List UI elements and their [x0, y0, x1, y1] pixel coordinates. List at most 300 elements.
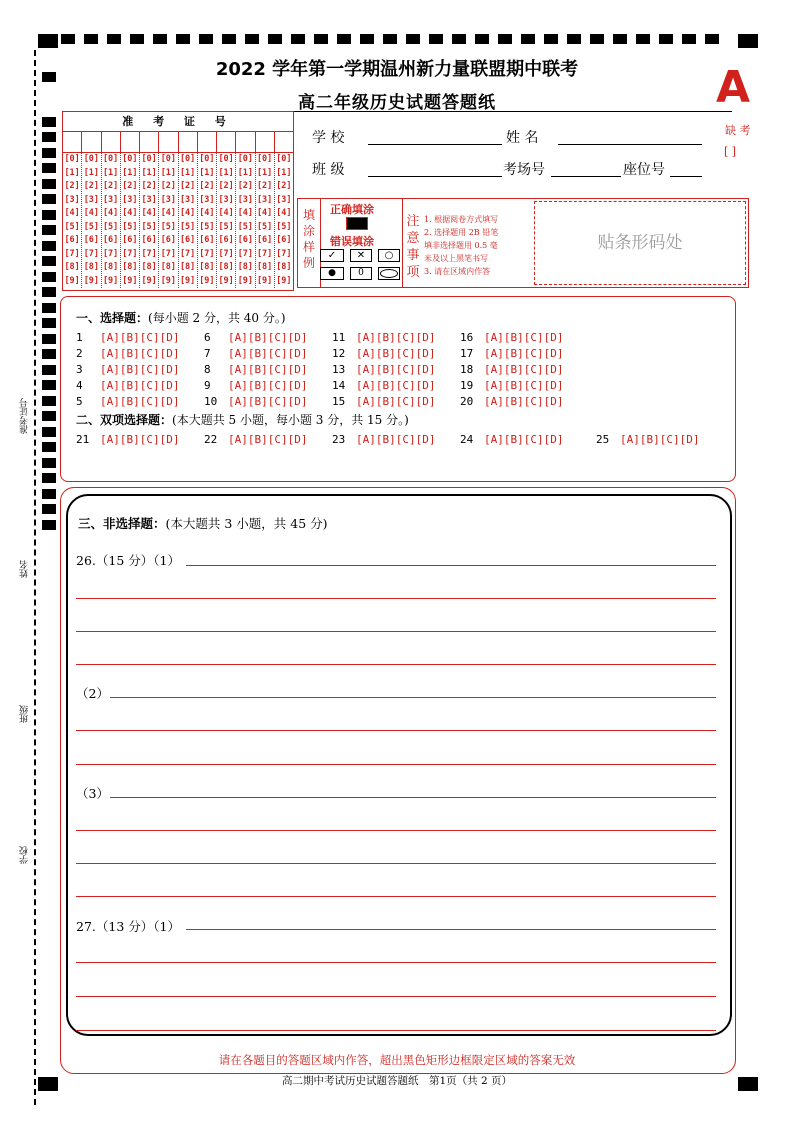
exam-id-bubble[interactable]: [6] [218, 235, 234, 245]
exam-id-bubble[interactable]: [7] [276, 248, 292, 259]
exam-id-bubble[interactable]: [3] [179, 194, 196, 205]
exam-id-bubble[interactable]: [9] [179, 275, 196, 286]
exam-id-bubble[interactable]: [0] [256, 154, 273, 164]
answer-line[interactable] [186, 565, 716, 566]
notes-label: 注意事项 [406, 214, 420, 280]
exam-id-bubble[interactable]: [6] [64, 235, 80, 245]
timing-mark [42, 256, 56, 266]
timing-mark [42, 442, 56, 452]
exam-id-bubble[interactable]: [2] [141, 181, 157, 191]
timing-mark [42, 396, 56, 406]
timing-mark [452, 34, 466, 44]
timing-mark [314, 34, 328, 44]
exam-id-column [102, 153, 121, 288]
exam-id-bubble[interactable]: [9] [199, 275, 215, 286]
note-line: 填非选择题用 0.5 毫 [424, 241, 498, 250]
timing-mark [42, 489, 56, 499]
exam-id-bubble[interactable]: [7] [199, 248, 215, 259]
oval-vertical-icon: 0 [350, 267, 372, 280]
exam-id-bubble[interactable]: [4] [122, 208, 138, 218]
timing-mark [42, 225, 56, 235]
timing-mark [130, 34, 144, 44]
exam-id-bubble[interactable]: [1] [237, 167, 254, 178]
exam-id-bubble[interactable]: [2] [102, 181, 119, 191]
exam-id-write-box[interactable] [159, 132, 178, 152]
answer-line[interactable] [110, 797, 716, 798]
timing-mark [42, 287, 56, 297]
absent-checkbox[interactable]: [ ] [724, 145, 737, 158]
exam-id-column [256, 153, 275, 288]
timing-mark [42, 520, 56, 530]
exam-id-bubbles[interactable] [63, 153, 293, 288]
exam-id-bubble[interactable]: [9] [276, 275, 292, 286]
timing-mark [42, 117, 56, 127]
exam-id-bubble[interactable]: [6] [199, 235, 215, 245]
mc-option-bubbles[interactable]: [A][B][C][D] [100, 395, 180, 408]
exam-id-write-box[interactable] [63, 132, 82, 152]
exam-title: 2022 学年第一学期温州新力量联盟期中联考 [215, 59, 579, 80]
mc2-option-bubbles[interactable]: [A][B][C][D] [228, 433, 308, 446]
exam-id-bubble[interactable]: [6] [179, 235, 196, 245]
mc2-question-number: 24 [460, 433, 474, 446]
exam-id-bubble[interactable]: [8] [122, 262, 138, 272]
exam-id-bubble[interactable]: [0] [160, 154, 177, 164]
mc-question-number: 20 [460, 395, 474, 408]
exam-id-bubble[interactable]: [9] [83, 275, 100, 286]
seat-field[interactable] [670, 176, 702, 177]
exam-id-bubble[interactable]: [9] [64, 275, 80, 286]
mc-option-bubbles[interactable]: [A][B][C][D] [484, 363, 564, 376]
exam-id-bubble[interactable]: [7] [256, 248, 273, 259]
mc-option-bubbles[interactable]: [A][B][C][D] [228, 363, 308, 376]
timing-mark [42, 318, 56, 328]
exam-id-bubble[interactable]: [9] [141, 275, 157, 286]
note-line: 2. 选择题用 2B 铅笔 [424, 228, 499, 237]
timing-mark [42, 411, 56, 421]
exam-id-bubble[interactable]: [9] [122, 275, 138, 286]
mc-option-bubbles[interactable]: [A][B][C][D] [356, 363, 436, 376]
mc-question-number: 1 [76, 331, 83, 344]
mc-question-number: 2 [76, 347, 83, 360]
mc-option-bubbles[interactable]: [A][B][C][D] [484, 395, 564, 408]
cross-mark-icon: ✕ [350, 249, 372, 262]
exam-id-bubble[interactable]: [3] [64, 194, 80, 205]
exam-id-column [82, 153, 101, 288]
exam-id-bubble[interactable]: [1] [122, 167, 138, 178]
timing-mark [153, 34, 167, 44]
exam-id-bubble[interactable]: [2] [122, 181, 138, 191]
exam-id-column [236, 153, 255, 288]
exam-id-bubble[interactable]: [0] [199, 154, 215, 164]
exam-id-bubble[interactable]: [5] [179, 221, 196, 232]
exam-id-bubble[interactable]: [2] [256, 181, 273, 191]
exam-id-bubble[interactable]: [3] [237, 194, 254, 205]
exam-id-bubble[interactable]: [6] [276, 235, 292, 245]
exam-id-bubble[interactable]: [5] [122, 221, 138, 232]
exam-id-header: 准 考 证 号 [63, 112, 293, 132]
mc-option-bubbles[interactable]: [A][B][C][D] [228, 347, 308, 360]
exam-id-write-boxes[interactable] [63, 132, 293, 153]
exam-id-column [159, 153, 178, 288]
exam-id-bubble[interactable]: [4] [141, 208, 157, 218]
mc2-section-heading: 二、双项选择题： [76, 413, 173, 427]
side-label-exam-id: 准考证号 [20, 398, 30, 434]
timing-mark [42, 132, 56, 142]
mc-question-number: 12 [332, 347, 346, 360]
exam-id-column [275, 153, 293, 288]
timing-mark [42, 473, 56, 483]
exam-id-bubble[interactable]: [4] [64, 208, 80, 218]
dot-mark-icon: ● [320, 267, 344, 280]
exam-id-column [140, 153, 159, 288]
exam-id-bubble[interactable]: [2] [218, 181, 234, 191]
exam-id-bubble[interactable]: [7] [141, 248, 157, 259]
name-field[interactable] [558, 144, 702, 145]
exam-id-bubble[interactable]: [3] [122, 194, 138, 205]
school-field[interactable] [368, 144, 502, 145]
mc2-option-bubbles[interactable]: [A][B][C][D] [484, 433, 564, 446]
mc2-question-number: 22 [204, 433, 218, 446]
exam-id-bubble[interactable]: [8] [83, 262, 100, 272]
exam-id-bubble[interactable]: [1] [64, 167, 80, 178]
exam-id-bubble[interactable]: [9] [218, 275, 234, 286]
exam-id-bubble[interactable]: [0] [276, 154, 292, 164]
timing-mark [567, 34, 581, 44]
exam-id-column [179, 153, 198, 288]
exam-id-write-box[interactable] [256, 132, 275, 152]
exam-id-bubble[interactable]: [8] [179, 262, 196, 272]
exam-id-bubble[interactable]: [5] [256, 221, 273, 232]
exam-id-bubble[interactable]: [2] [83, 181, 100, 191]
exam-id-bubble[interactable]: [6] [122, 235, 138, 245]
timing-mark [659, 34, 673, 44]
check-mark-icon: ✓ [320, 249, 344, 262]
answer-line[interactable] [76, 764, 716, 765]
timing-mark [705, 34, 719, 44]
mc-option-bubbles[interactable]: [A][B][C][D] [100, 379, 180, 392]
exam-id-bubble[interactable]: [3] [218, 194, 234, 205]
exam-id-bubble[interactable]: [8] [102, 262, 119, 272]
exam-id-bubble[interactable]: [7] [102, 248, 119, 259]
exam-id-bubble[interactable]: [5] [237, 221, 254, 232]
mc2-section-note: (本大题共 5 小题，每小题 3 分，共 15 分。) [172, 413, 409, 427]
q26-part3-label: （3） [76, 786, 109, 801]
top-timing-marks [38, 34, 756, 46]
essay-answer-frame [66, 494, 732, 1036]
exam-id-bubble[interactable]: [2] [276, 181, 292, 191]
correct-fill-label: 正确填涂 [330, 203, 374, 216]
mc-option-bubbles[interactable]: [A][B][C][D] [228, 395, 308, 408]
timing-mark [42, 272, 56, 282]
mc2-section-title [76, 411, 409, 428]
room-field[interactable] [551, 176, 621, 177]
exam-id-bubble[interactable]: [6] [141, 235, 157, 245]
exam-id-bubble[interactable]: [3] [256, 194, 273, 205]
answer-line[interactable] [76, 664, 716, 665]
essay-section-note: (本大题共 3 小题，共 45 分) [165, 516, 328, 531]
answer-line[interactable] [76, 896, 716, 897]
exam-id-bubble[interactable]: [7] [237, 248, 254, 259]
mc-question-number: 18 [460, 363, 474, 376]
exam-id-bubble[interactable]: [1] [102, 167, 119, 178]
mc2-question-number: 25 [596, 433, 610, 446]
timing-mark [429, 34, 443, 44]
exam-id-write-box[interactable] [82, 132, 101, 152]
binding-dash-line [34, 50, 36, 1105]
exam-id-bubble[interactable]: [0] [141, 154, 157, 164]
essay-section-heading: 三、非选择题： [78, 516, 166, 531]
exam-id-write-box[interactable] [121, 132, 140, 152]
mc2-option-bubbles[interactable]: [A][B][C][D] [100, 433, 180, 446]
answer-line[interactable] [76, 631, 716, 632]
exam-id-bubble[interactable]: [8] [199, 262, 215, 272]
mc-option-bubbles[interactable]: [A][B][C][D] [356, 395, 436, 408]
exam-id-bubble[interactable]: [7] [179, 248, 196, 259]
exam-id-bubble[interactable]: [1] [218, 167, 234, 178]
mc-option-bubbles[interactable]: [A][B][C][D] [100, 363, 180, 376]
exam-id-bubble[interactable]: [7] [64, 248, 80, 259]
class-field[interactable] [368, 176, 502, 177]
exam-id-bubble[interactable]: [4] [179, 208, 196, 218]
footer-page-info: 高二期中考试历史试题答题纸 第1页（共 2 页） [281, 1075, 513, 1087]
exam-id-bubble[interactable]: [3] [83, 194, 100, 205]
mc-option-bubbles[interactable]: [A][B][C][D] [484, 347, 564, 360]
mc-option-bubbles[interactable]: [A][B][C][D] [100, 347, 180, 360]
exam-id-bubble[interactable]: [4] [160, 208, 177, 218]
mc2-option-bubbles[interactable]: [A][B][C][D] [356, 433, 436, 446]
answer-line[interactable] [76, 1030, 716, 1031]
exam-id-bubble[interactable]: [5] [102, 221, 119, 232]
timing-mark [590, 34, 604, 44]
note-line: 1. 根据阅卷方式填写 [424, 215, 499, 224]
exam-id-bubble[interactable]: [0] [122, 154, 138, 164]
exam-id-bubble[interactable]: [8] [276, 262, 292, 272]
sample-divider [402, 199, 403, 287]
timing-mark [42, 148, 56, 158]
exam-id-bubble[interactable]: [2] [179, 181, 196, 191]
mc-section-heading: 一、选择题： [76, 311, 149, 325]
exam-id-write-box[interactable] [140, 132, 159, 152]
side-label-name: 姓名 [20, 560, 30, 578]
exam-id-bubble[interactable]: [3] [276, 194, 292, 205]
exam-id-column [121, 153, 140, 288]
exam-id-bubble[interactable]: [7] [218, 248, 234, 259]
exam-id-bubble[interactable]: [2] [237, 181, 254, 191]
exam-id-bubble[interactable]: [7] [160, 248, 177, 259]
mc-section-note: (每小题 2 分，共 40 分。) [148, 311, 286, 325]
timing-mark [42, 303, 56, 313]
mc-question-number: 10 [204, 395, 218, 408]
exam-id-bubble[interactable]: [3] [160, 194, 177, 205]
q27-label: 27.（13 分）（1） [76, 919, 180, 934]
exam-id-bubble[interactable]: [0] [102, 154, 119, 164]
exam-id-bubble[interactable]: [1] [199, 167, 215, 178]
exam-id-bubble[interactable]: [1] [141, 167, 157, 178]
exam-id-write-box[interactable] [179, 132, 198, 152]
exam-id-bubble[interactable]: [4] [256, 208, 273, 218]
note-line: 米及以上黑笔书写 [424, 254, 488, 263]
mc-section-title [76, 309, 286, 326]
corner-mark-top-right [738, 34, 758, 48]
mc2-question-number: 21 [76, 433, 90, 446]
timing-mark [613, 34, 627, 44]
oval-horizontal-icon [378, 267, 400, 280]
note-line: 3. 请在区域内作答 [424, 267, 491, 276]
mc-option-bubbles[interactable]: [A][B][C][D] [356, 347, 436, 360]
essay-section-title [78, 514, 328, 532]
seat-label: 座位号 [623, 162, 665, 178]
absent-label: 缺 考 [725, 124, 751, 137]
exam-id-bubble[interactable]: [2] [199, 181, 215, 191]
exam-id-bubble[interactable]: [1] [179, 167, 196, 178]
timing-mark [42, 349, 56, 359]
timing-mark [475, 34, 489, 44]
exam-id-write-box[interactable] [275, 132, 293, 152]
exam-id-bubble[interactable]: [0] [64, 154, 80, 164]
mc-question-number: 15 [332, 395, 346, 408]
exam-id-bubble[interactable]: [5] [276, 221, 292, 232]
paper-version: A [716, 62, 751, 113]
exam-id-write-box[interactable] [217, 132, 236, 152]
mc-option-bubbles[interactable]: [A][B][C][D] [100, 331, 180, 344]
exam-id-bubble[interactable]: [4] [276, 208, 292, 218]
timing-mark [406, 34, 420, 44]
footer-warning: 请在各题目的答题区域内作答，超出黑色矩形边框限定区域的答案无效 [218, 1053, 576, 1067]
exam-id-bubble[interactable]: [8] [256, 262, 273, 272]
exam-id-bubble[interactable]: [9] [237, 275, 254, 286]
timing-mark [682, 34, 696, 44]
exam-id-bubble[interactable]: [0] [83, 154, 100, 164]
timing-mark [268, 34, 282, 44]
timing-mark [636, 34, 650, 44]
timing-mark [42, 179, 56, 189]
timing-mark [498, 34, 512, 44]
exam-id-bubble[interactable]: [5] [199, 221, 215, 232]
mc-option-bubbles[interactable]: [A][B][C][D] [228, 331, 308, 344]
timing-mark [107, 34, 121, 44]
answer-line[interactable] [110, 697, 716, 698]
exam-id-bubble[interactable]: [1] [276, 167, 292, 178]
exam-id-bubble[interactable]: [7] [83, 248, 100, 259]
timing-mark [199, 34, 213, 44]
mc-question-number: 16 [460, 331, 474, 344]
side-label-school: 学校 [20, 846, 30, 864]
answer-line[interactable] [76, 962, 716, 963]
mc-question-number: 4 [76, 379, 83, 392]
exam-id-bubble[interactable]: [6] [102, 235, 119, 245]
mc-question-number: 11 [332, 331, 346, 344]
mc-question-number: 9 [204, 379, 211, 392]
answer-line[interactable] [76, 996, 716, 997]
exam-id-bubble[interactable]: [4] [237, 208, 254, 218]
exam-id-write-box[interactable] [102, 132, 121, 152]
corner-mark-top-left [38, 34, 58, 48]
mc-question-number: 19 [460, 379, 474, 392]
mc-question-number: 17 [460, 347, 474, 360]
exam-id-bubble[interactable]: [0] [218, 154, 234, 164]
mc-question-number: 6 [204, 331, 211, 344]
answer-line[interactable] [76, 598, 716, 599]
timing-mark [84, 34, 98, 44]
exam-id-bubble[interactable]: [6] [256, 235, 273, 245]
mc-question-number: 8 [204, 363, 211, 376]
mc-option-bubbles[interactable]: [A][B][C][D] [228, 379, 308, 392]
exam-id-bubble[interactable]: [8] [141, 262, 157, 272]
exam-id-bubble[interactable]: [8] [218, 262, 234, 272]
school-label: 学 校 [312, 130, 345, 146]
mc-question-number: 7 [204, 347, 211, 360]
mc2-option-bubbles[interactable]: [A][B][C][D] [620, 433, 700, 446]
exam-id-bubble[interactable]: [8] [237, 262, 254, 272]
exam-id-bubble[interactable]: [9] [160, 275, 177, 286]
exam-id-bubble[interactable]: [7] [122, 248, 138, 259]
exam-id-bubble[interactable]: [5] [160, 221, 177, 232]
exam-id-bubble[interactable]: [4] [199, 208, 215, 218]
timing-mark [544, 34, 558, 44]
exam-id-bubble[interactable]: [5] [64, 221, 80, 232]
exam-id-bubble[interactable]: [3] [199, 194, 215, 205]
sheet-title: 高二年级历史试题答题纸 [298, 93, 496, 113]
exam-id-bubble[interactable]: [5] [218, 221, 234, 232]
answer-line[interactable] [186, 929, 716, 930]
mc-option-bubbles[interactable]: [A][B][C][D] [356, 331, 436, 344]
exam-id-bubble[interactable]: [4] [102, 208, 119, 218]
mc-option-bubbles[interactable]: [A][B][C][D] [484, 331, 564, 344]
exam-id-bubble[interactable]: [0] [237, 154, 254, 164]
exam-id-bubble[interactable]: [1] [83, 167, 100, 178]
exam-id-bubble[interactable]: [3] [102, 194, 119, 205]
timing-mark [222, 34, 236, 44]
answer-line[interactable] [76, 863, 716, 864]
exam-id-grid [62, 111, 294, 291]
timing-mark [42, 365, 56, 375]
mc-question-number: 5 [76, 395, 83, 408]
timing-mark [42, 380, 56, 390]
class-label: 班 级 [312, 162, 345, 178]
timing-mark [42, 504, 56, 514]
exam-id-bubble[interactable]: [3] [141, 194, 157, 205]
answer-line[interactable] [76, 730, 716, 731]
exam-id-write-box[interactable] [198, 132, 217, 152]
mc-option-bubbles[interactable]: [A][B][C][D] [356, 379, 436, 392]
mc-option-bubbles[interactable]: [A][B][C][D] [484, 379, 564, 392]
exam-id-bubble[interactable]: [5] [83, 221, 100, 232]
timing-mark [42, 241, 56, 251]
timing-mark [61, 34, 75, 44]
exam-id-bubble[interactable]: [8] [64, 262, 80, 272]
exam-id-bubble[interactable]: [9] [256, 275, 273, 286]
exam-id-bubble[interactable]: [6] [237, 235, 254, 245]
exam-id-write-box[interactable] [236, 132, 255, 152]
exam-id-bubble[interactable]: [5] [141, 221, 157, 232]
exam-id-bubble[interactable]: [8] [160, 262, 177, 272]
exam-id-bubble[interactable]: [4] [83, 208, 100, 218]
exam-id-bubble[interactable]: [2] [160, 181, 177, 191]
exam-id-bubble[interactable]: [9] [102, 275, 119, 286]
exam-id-bubble[interactable]: [6] [83, 235, 100, 245]
exam-id-bubble[interactable]: [1] [256, 167, 273, 178]
exam-id-bubble[interactable]: [6] [160, 235, 177, 245]
exam-id-bubble[interactable]: [4] [218, 208, 234, 218]
exam-id-bubble[interactable]: [2] [64, 181, 80, 191]
timing-mark [291, 34, 305, 44]
answer-line[interactable] [76, 830, 716, 831]
timing-mark [383, 34, 397, 44]
timing-mark [42, 427, 56, 437]
timing-mark [42, 210, 56, 220]
exam-id-bubble[interactable]: [1] [160, 167, 177, 178]
exam-id-bubble[interactable]: [0] [179, 154, 196, 164]
